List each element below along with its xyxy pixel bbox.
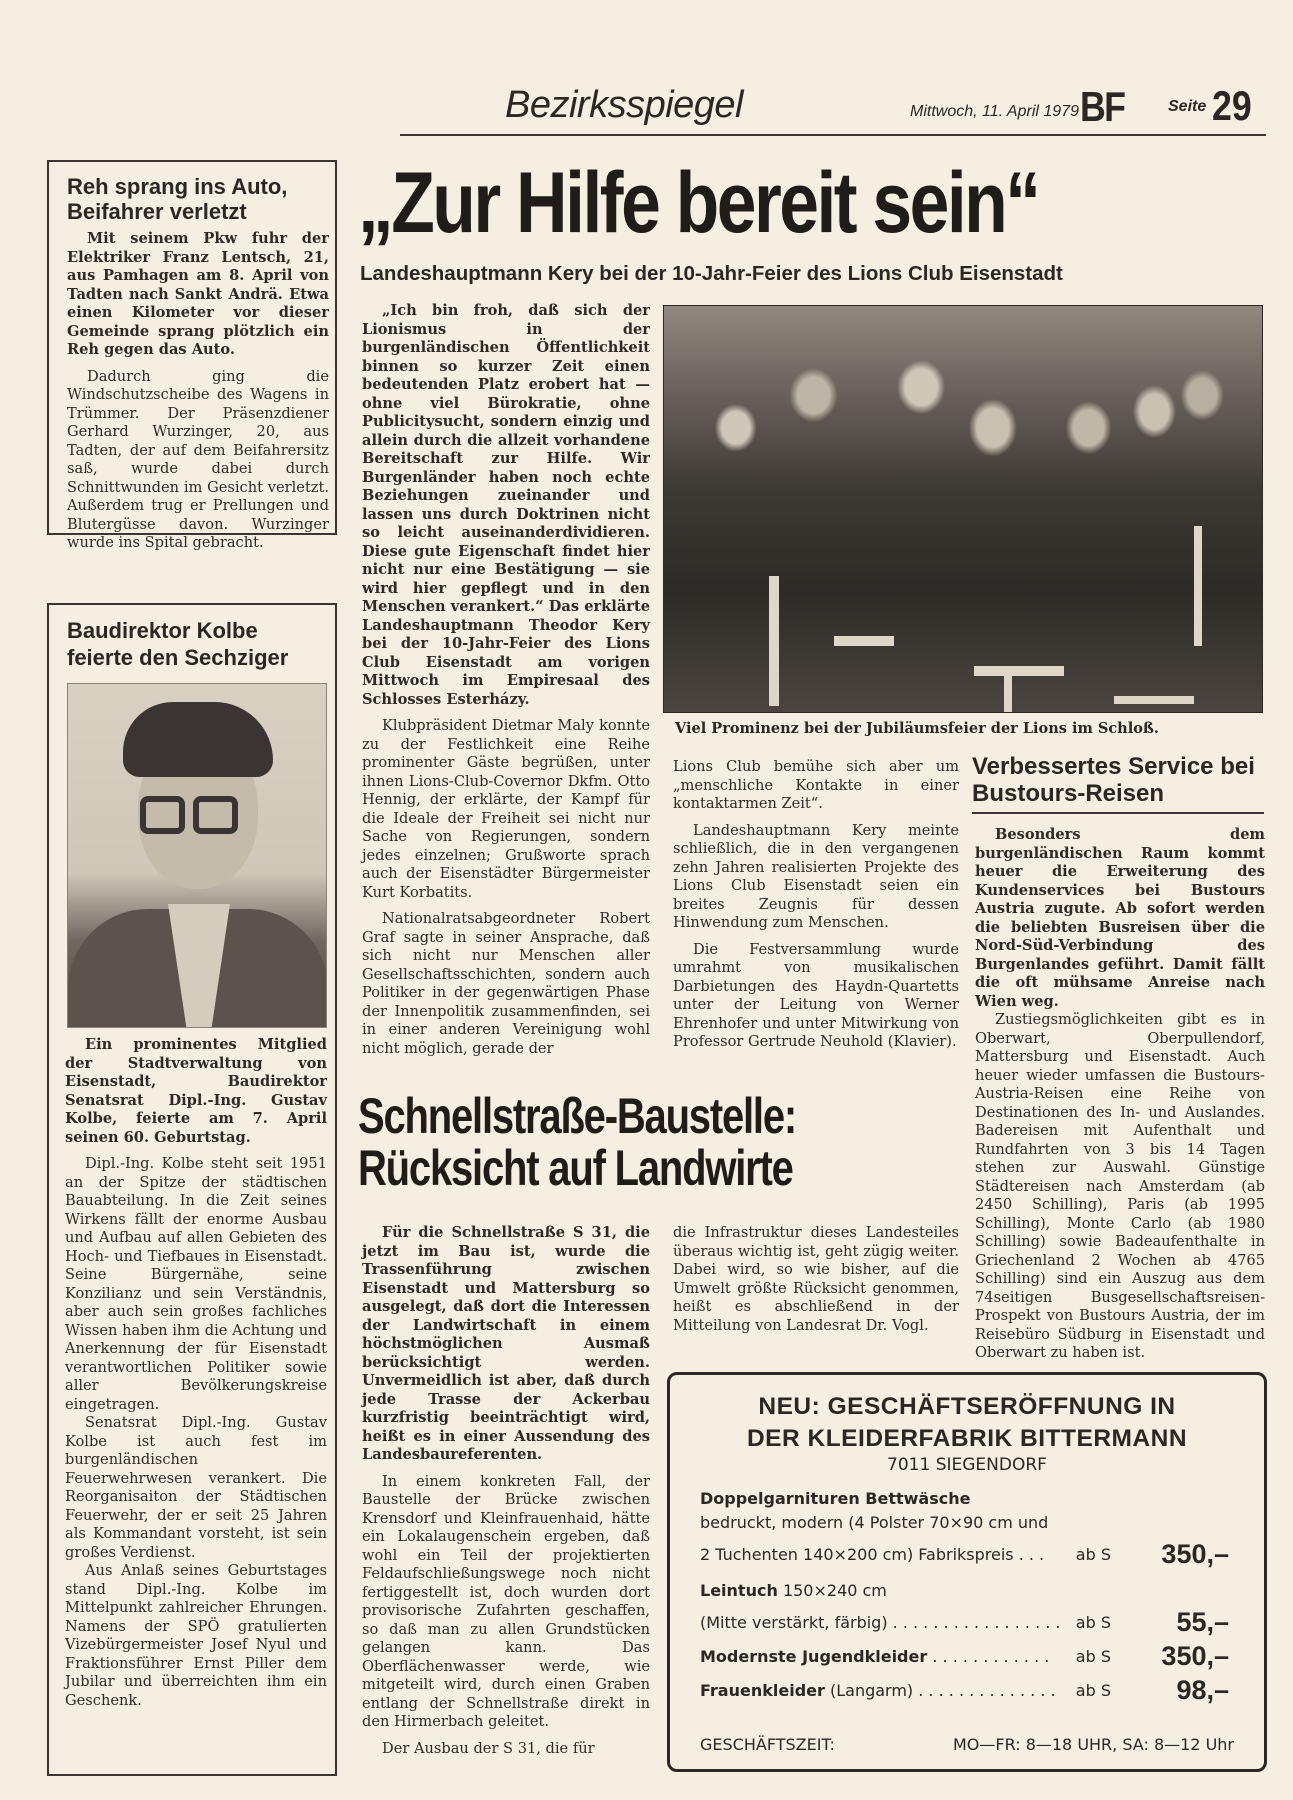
section-title: Bezirksspiegel	[505, 84, 743, 126]
article-bustours-lead: Besonders dem burgenländischen Raum kommt heuer die Erweiterung des Kundenservices bei Bustours Austria zugute. Ab sofort werden die beliebten Busreisen über die Nord-Süd-Verbindung des Burgenlandes geführt. Damit fällt die oft mühsame Anreise nach Wien weg.	[975, 826, 1265, 1010]
ad-item-price: 98,–	[1176, 1675, 1229, 1705]
newspaper-logo: BF	[1080, 83, 1125, 130]
ad-item-name: Doppelgarnituren Bettwäsche	[700, 1489, 971, 1508]
lions-paragraph: Nationalratsabgeordneter Robert Graf sagte in seiner Ansprache, daß sich nicht nur Menschen aller Gesellschaftsschichten, sondern auch Politiker in der gegenwärtigen Phase der Innenpolitik zusammenfinden, sei in einer anderen Vereinigung wohl nicht möglich, gerade der	[362, 910, 650, 1057]
ad-business-hours	[700, 1735, 1234, 1754]
bustours-rule	[972, 812, 1264, 814]
page-number: 29	[1212, 82, 1252, 129]
kolbe-paragraph: Aus Anlaß seines Geburtstages stand Dipl.-Ing. Kolbe im Mittelpunkt zahlreicher Ehrungen. Namens der SPÖ gratulierten Vizebürgermeister Josef Nyul und Fraktionsführer Ernst Piller dem Jubilar und überreichten ihm ein Geschenk.	[65, 1562, 327, 1709]
article-lions-lead: „Ich bin froh, daß sich der Lionismus in der burgenländischen Öffentlichkeit binnen so kurzer Zeit einen bedeutenden Platz erobert hat — ohne viel Bürokratie, ohne Publicitysucht, sondern einzig und allein durch die allzeit vorhandene Bereitschaft zur Hilfe. Wir Burgenländer haben noch echte Beziehungen zueinander und lassen uns durch Doktrinen nicht so leicht auseinanderdividieren. Diese gute Eigenschaft findet hier nicht nur eine Bestätigung — sie wird hier gepflegt und in den Menschen verankert.“ Das erklärte Landeshauptmann Theodor Kery bei der 10-Jahr-Feier des Lions Club Eisenstadt am vorigen Mittwoch im Empiresaal des Schlosses Esterházy.	[362, 302, 650, 708]
lions-audience-photo	[663, 305, 1263, 713]
article-reh-body: Dadurch ging die Windschutzscheibe des Wagens in Trümmer. Der Präsenzdiener Gerhard Wurzinger, 20, aus Tadten, der auf dem Beifahrersitz saß, wurde dabei durch Schnittwunden im Gesicht verletzt. Außerdem trug er Prellungen und Blutergüsse davon. Wurzinger wurde ins Spital gebracht.	[67, 367, 329, 551]
page-label: Seite	[1168, 98, 1207, 115]
schnellstrasse-paragraph: Der Ausbau der S 31, die für	[382, 1739, 595, 1757]
ad-address: 7011 SIEGENDORF	[887, 1455, 1047, 1475]
ad-hours-value: MO—FR: 8—18 UHR, SA: 8—12 Uhr	[952, 1735, 1234, 1754]
article-bustours-headline: Verbessertes Service bei Bustours-Reisen	[972, 753, 1255, 807]
article-reh-lead: Mit seinem Pkw fuhr der Elektriker Franz Lentsch, 21, aus Pamhagen am 8. April von Tadten nach Sankt Andrä. Etwa einen Kilometer vor dieser Gemeinde sprang plötzlich ein Reh gegen das Auto.	[67, 230, 329, 358]
kolbe-portrait-photo	[67, 683, 327, 1028]
kolbe-photo-caption: Ein prominentes Mitglied der Stadtverwaltung von Eisenstadt, Baudirektor Senatsrat Dipl.-Ing. Gustav Kolbe, feierte am 7. April seinen 60. Geburtstag.	[65, 1036, 327, 1146]
ad-item-ab: ab S	[1075, 1681, 1111, 1700]
advertisement-bittermann	[667, 1372, 1267, 1772]
headline-line: Rücksicht auf Landwirte	[358, 1140, 793, 1196]
lions-paragraph: Landeshauptmann Kery meinte schließlich, die in den vergangenen zehn Jahren realisierten Projekte des Lions Club Eisenstadt seien ein breites Zeugnis für dessen Hinwendung zum Menschen.	[673, 821, 959, 931]
ad-hours-label: GESCHÄFTSZEIT:	[700, 1735, 835, 1754]
ad-item-price: 55,–	[1176, 1607, 1229, 1637]
article-reh-box	[47, 160, 337, 551]
ad-item-name-suffix: 150×240 cm	[782, 1581, 887, 1600]
ad-item-name-suffix: (Langarm) . . . . . . . . . . . . . .	[829, 1681, 1056, 1700]
ad-item-price-row	[700, 1607, 1229, 1637]
ad-item-ab: ab S	[1075, 1613, 1111, 1632]
ad-item-price: 350,–	[1161, 1641, 1229, 1671]
ad-item-price-row	[700, 1539, 1229, 1569]
ad-item	[700, 1489, 1229, 1508]
ad-item-price-row	[700, 1641, 1229, 1671]
article-lions-subheadline: Landeshauptmann Kery bei der 10-Jahr-Feier des Lions Club Eisenstadt	[360, 262, 1063, 285]
article-bustours-body: Zustiegsmöglichkeiten gibt es in Oberwart, Oberpullendorf, Mattersburg und Eisenstadt. Auch heuer wieder umfassen die Bustours-Austria-Reisen eine Reihe von Destinationen des In- und Auslandes. Badereisen mit Aufenthalt und Rundfahrten von 3 bis 14 Tagen stehen zur Auswahl. Günstige Städtereisen nach Amsterdam (ab 2450 Schilling), Paris (ab 1995 Schilling), Monte Carlo (ab 1980 Schilling) sowie Badeaufenthalte in Griechenland 2 Wochen ab 4765 Schilling) sind ein Auszug aus dem 74seitigen Busgesellschaftsreisen-Prospekt von Bustours Austria, der im Reisebüro Südburg in Eisenstadt und Oberwart zu haben ist.	[975, 1011, 1265, 1361]
ad-item-name: Frauenkleider	[700, 1681, 825, 1700]
ad-item-price: 350,–	[1161, 1539, 1229, 1569]
kolbe-paragraph: Dipl.-Ing. Kolbe steht seit 1951 an der Spitze der städtischen Bauabteilung. In die Zeit seines Wirkens fällt der enorme Ausbau und Aufbau auf allen Gebieten des Hoch- und Tiefbaues in Eisenstadt. Seine Bürgernähe, seine Konzilianz und sein Verständnis, aber auch sein großes fachliches Wissen haben ihm die Achtung und Anerkennung der für Eisenstadt verantwortlichen Politiker sowie aller Bevölkerungskreise eingetragen.	[65, 1155, 327, 1413]
article-schnellstrasse-lead: Für die Schnellstraße S 31, die jetzt im Bau ist, wurde die Trassenführung zwischen Eisenstadt und Mattersburg so ausgelegt, daß dort die Interessen der Landwirtschaft in einem höchstmöglichen Ausmaß berücksichtigt werden. Unvermeidlich ist aber, daß durch jede Trasse der Ackerbau kurzfristig beeinträchtigt wird, heißt es in einer Aussendung des Landesbaureferenten.	[362, 1224, 650, 1463]
ad-item-ab: ab S	[1075, 1545, 1111, 1564]
lions-paragraph: Die Festversammlung wurde umrahmt von musikalischen Darbietungen des Haydn-Quartetts unter der Leitung von Werner Ehrenhofer und unter Mitwirkung von Professor Gertrude Neuhold (Klavier).	[673, 940, 959, 1050]
headline-line: Schnellstraße-Baustelle:	[358, 1088, 797, 1144]
ad-item	[700, 1581, 1229, 1600]
ad-item-price-row	[700, 1675, 1229, 1705]
ad-title-line: DER KLEIDERFABRIK BITTERMANN	[746, 1425, 1188, 1452]
ad-item-detail	[700, 1513, 1229, 1532]
article-lions-headline: „Zur Hilfe bereit sein“	[358, 155, 1039, 251]
ad-item-detail-text: (Mitte verstärkt, färbig) . . . . . . . . . . . . . . . . .	[700, 1613, 1061, 1632]
ad-item-detail-text: 2 Tuchenten 140×200 cm) Fabrikspreis . . .	[700, 1545, 1045, 1564]
lions-photo-caption: Viel Prominenz bei der Jubiläumsfeier der Lions im Schloß.	[675, 720, 1159, 737]
lions-paragraph: Lions Club bemühe sich aber um „menschliche Kontakte in einer kontaktarmen Zeit“.	[673, 758, 959, 812]
ad-item-name: Modernste Jugendkleider	[700, 1647, 928, 1666]
article-schnellstrasse-headline	[358, 1090, 796, 1194]
article-reh-headline: Reh sprang ins Auto, Beifahrer verletzt	[67, 174, 288, 224]
ad-item-ab: ab S	[1075, 1647, 1111, 1666]
ad-title-line: NEU: GESCHÄFTSERÖFFNUNG IN	[758, 1393, 1176, 1420]
kolbe-paragraph: Senatsrat Dipl.-Ing. Gustav Kolbe ist auch fest im burgenländischen Feuerwehrwesen verankert. Die Reorganisaiton der Städtischen Feuerwehr, der er seit 25 Jahren als Kommandant vorsteht, ist sein großes Verdienst.	[65, 1414, 327, 1561]
ad-item-dots: . . . . . . . . . . . .	[932, 1647, 1050, 1666]
lions-paragraph: Klubpräsident Dietmar Maly konnte zu der Festlichkeit eine Reihe prominenter Gäste begrüßen, unter ihnen Lions-Club-Covernor Dkfm. Otto Hennig, der erklärte, der Kampf für die Ideale der Freiheit sei nicht nur Sache von Regierungen, sondern jedes einzelnen; Grußworte sprach auch der Eisenstädter Bürgermeister Kurt Korbatits.	[362, 717, 650, 901]
schnellstrasse-paragraph: In einem konkreten Fall, der Baustelle der Brücke zwischen Krensdorf und Kleinfrauenhaid, hätte ein Lokalaugenschein ergeben, daß wohl ein Teil der projektierten Feldaufschließungswege noch nicht fertiggestellt ist, doch wurden dort provisorische Zufahrten geschaffen, so daß man zu allen Grundstücken gelangen kann. Das Oberflächenwasser werde, wie mitgeteilt wird, durch einen Graben entlang der Schnellstraße direkt in den Hirmerbach geleitet.	[362, 1472, 650, 1730]
article-kolbe-headline: Baudirektor Kolbe feierte den Sechziger	[67, 618, 289, 670]
issue-date: Mittwoch, 11. April 1979	[910, 103, 1079, 120]
ad-item-detail-text: bedruckt, modern (4 Polster 70×90 cm und	[700, 1513, 1049, 1532]
masthead-rule	[400, 134, 1266, 136]
ad-item-name: Leintuch	[700, 1581, 778, 1600]
schnellstrasse-continuation: die Infrastruktur dieses Landesteiles überaus wichtig ist, geht zügig weiter. Dabei wird, so wie bisher, auf die Umwelt größte Rücksicht genommen, heißt es abschließend in der Mitteilung von Landesrat Dr. Vogl.	[673, 1224, 959, 1334]
